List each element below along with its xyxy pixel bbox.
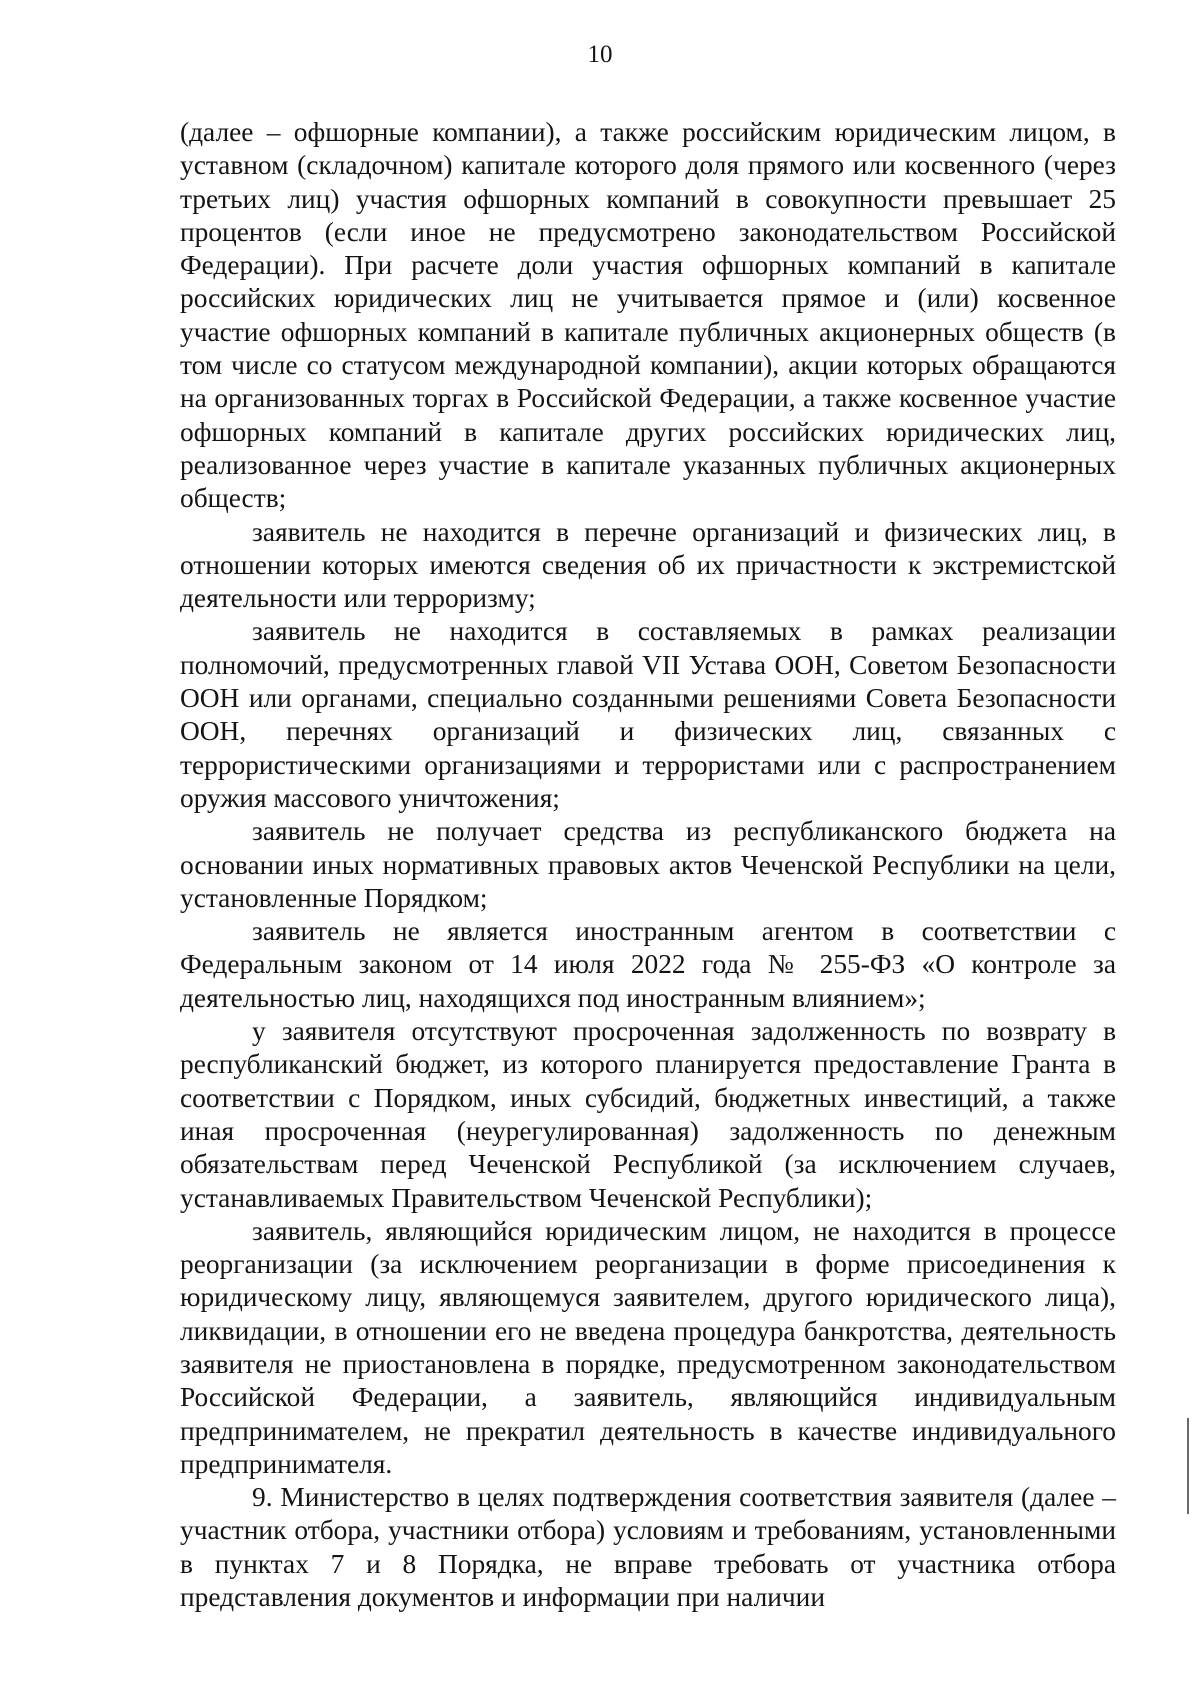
paragraph-reorganization-bankruptcy: заявитель, являющийся юридическим лицом, не находится в процессе реорганизации (за исключением реорганизации в форме присоединения к юридическому лицу, являющемуся заявителем, другого юридического лица), ликвидации, в отношении его не введена процедура банкротства, деятельность заявителя не приостановлена в порядке, предусмотренном законодательством Российской Федерации, а заявитель, являющийся индивидуальным предпринимателем, не прекратил деятельность в качестве индивидуального предпринимателя. — [180, 1215, 1116, 1479]
page-number: 10 — [587, 41, 613, 68]
paragraph-un-security-council-list: заявитель не находится в составляемых в рамках реализации полномочий, предусмотренных главой VII Устава ООН, Советом Безопасности ООН или органами, специально созданными решениями Совета Безопасности ООН, перечнях организаций и физических лиц, связанных с террористическими организациями и террористами или с распространением оружия массового уничтожения; — [180, 616, 1116, 813]
paragraph-section-9: 9. Министерство в целях подтверждения соответствия заявителя (далее – участник отбора, участники отбора) условиям и требованиям, установленными в пунктах 7 и 8 Порядка, не вправе требовать от участника отбора представления документов и информации при наличии — [180, 1482, 1116, 1613]
paragraph-offshore-companies: (далее – офшорные компании), а также российским юридическим лицом, в уставном (складочном) капитале которого доля прямого или косвенного (через третьих лиц) участия офшорных компаний в совокупности превышает 25 процентов (если иное не предусмотрено законодательством Российской Федерации). При расчете доли участия офшорных компаний в капитале российских юридических лиц не учитывается прямое и (или) косвенное участие офшорных компаний в капитале публичных акционерных обществ (в том числе со статусом международной компании), акции которых обращаются на организованных торгах в Российской Федерации, а также косвенное участие офшорных компаний в капитале других российских юридических лиц, реализованное через участие в капитале указанных публичных акционерных обществ; — [180, 117, 1116, 514]
paragraph-foreign-agent: заявитель не является иностранным агентом в соответствии с Федеральным законом от 14 июля 2022 года № 255-ФЗ «О контроле за деятельностью лиц, находящихся под иностранным влиянием»; — [180, 916, 1116, 1013]
paragraph-extremism-list: заявитель не находится в перечне организаций и физических лиц, в отношении которых имеются сведения об их причастности к экстремистской деятельности или терроризму; — [180, 516, 1116, 614]
document-body — [180, 116, 1116, 1614]
paragraph-other-budget-funds: заявитель не получает средства из республиканского бюджета на основании иных нормативных правовых актов Чеченской Республики на цели, установленные Порядком; — [180, 816, 1116, 913]
scan-edge-mark — [1187, 1418, 1189, 1514]
paragraph-overdue-debt: у заявителя отсутствуют просроченная задолженность по возврату в республиканский бюджет, из которого планируется предоставление Гранта в соответствии с Порядком, иных субсидий, бюджетных инвестиций, а также иная просроченная (неурегулированная) задолженность по денежным обязательствам перед Чеченской Республикой (за исключением случаев, устанавливаемых Правительством Чеченской Республики); — [180, 1016, 1116, 1213]
